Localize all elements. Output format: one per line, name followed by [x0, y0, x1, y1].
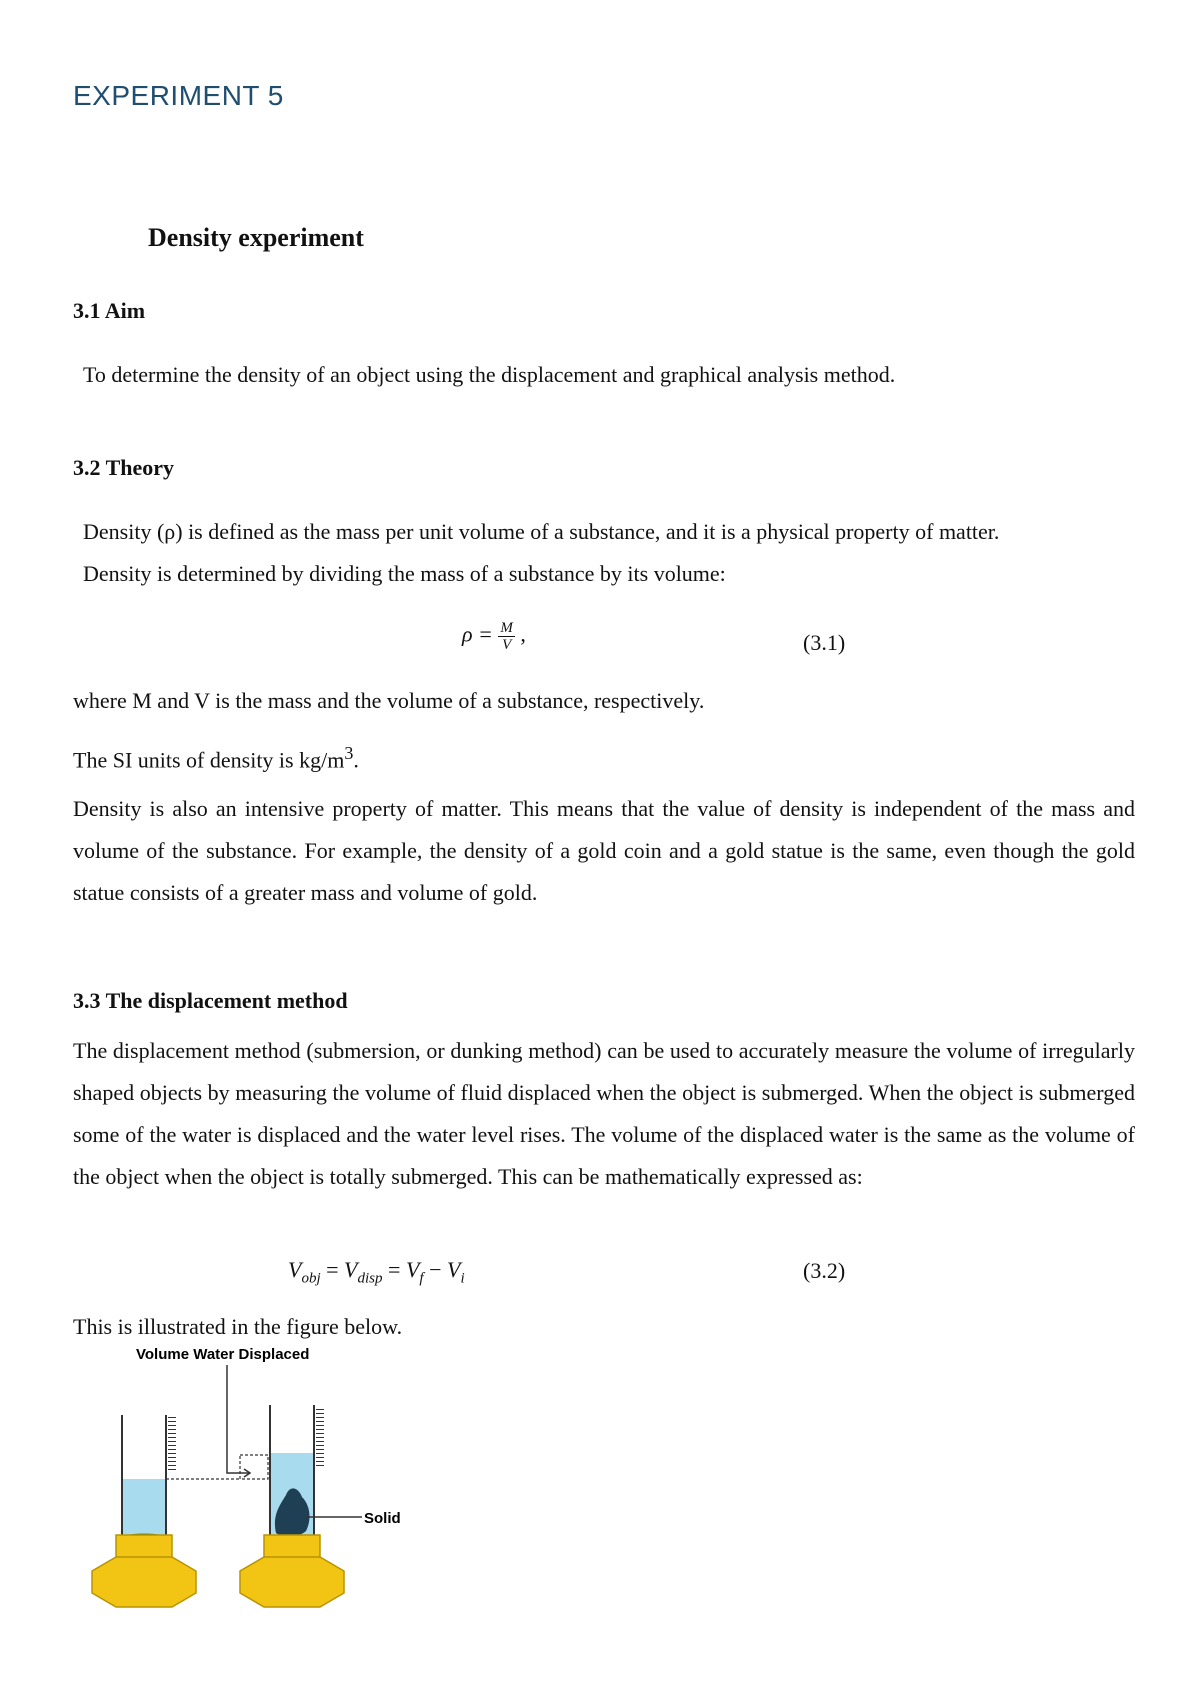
experiment-header: EXPERIMENT 5: [73, 80, 284, 111]
si-exponent: 3: [344, 743, 354, 763]
eq2-v4: V: [446, 1257, 461, 1282]
figure-label-volume-displaced: Volume Water Displaced: [136, 1346, 310, 1363]
equation-3-1: [462, 620, 526, 653]
eq2-s1: obj: [301, 1270, 321, 1287]
left-graduation-ticks: [168, 1417, 176, 1472]
right-graduation-ticks: [316, 1407, 324, 1467]
left-base: [92, 1557, 196, 1607]
equation-number-3-1: (3.1): [803, 630, 846, 655]
figure-label-solid: Solid: [364, 1510, 401, 1527]
aim-heading: 3.1 Aim: [73, 298, 146, 323]
page-title: Density experiment: [148, 223, 364, 252]
eq1-fraction: [498, 620, 515, 653]
theory-line-2: Density is determined by dividing the mass of a substance by its volume:: [83, 561, 726, 586]
displaced-volume-box: [240, 1455, 268, 1479]
equation-number-3-2: (3.2): [803, 1258, 846, 1283]
theory-heading: 3.2 Theory: [73, 455, 175, 480]
si-end: .: [353, 747, 359, 773]
eq2-v2: V: [344, 1257, 358, 1282]
equation-3-2: $V_{obj} = V_{disp} = V_f - V_i$: [288, 1257, 465, 1287]
aim-text: To determine the density of an object using the displacement and graphical analysis method.: [83, 362, 896, 387]
illustrated-text: This is illustrated in the figure below.: [73, 1314, 403, 1339]
intensive-paragraph: Density is also an intensive property of matter. This means that the value of density is independent of the mass and volume of the substance. For example, the density of a gold coin and a gold statue is the same, even though the gold statue consists of a greater mass and volume of gold.: [73, 796, 1135, 905]
right-graduated-cylinder: [240, 1405, 344, 1607]
left-water: [122, 1479, 166, 1537]
theory-line-1: Density (ρ) is defined as the mass per unit volume of a substance, and it is a physical property of matter.: [83, 519, 1000, 544]
right-base: [240, 1557, 344, 1607]
eq2-s4: i: [460, 1270, 465, 1287]
eq2-s3: f: [419, 1270, 424, 1287]
where-text: where M and V is the mass and the volume of a substance, respectively.: [73, 688, 705, 713]
displacement-paragraph: The displacement method (submersion, or dunking method) can be used to accurately measure the volume of irregularly shaped objects by measuring the volume of fluid displaced when the object is submerged. When the object is submerged some of the water is displaced and the water level rises. The volume of the displaced water is the same as the volume of the object when the object is totally submerged. This can be mathematically expressed as:: [73, 1038, 1135, 1189]
eq2-s2: disp: [357, 1270, 383, 1287]
si-units-text: [73, 732, 359, 781]
eq2-v1: V: [288, 1257, 302, 1282]
si-units-label: The SI units of density is kg/m: [73, 747, 345, 773]
displacement-heading: 3.3 The displacement method: [73, 988, 348, 1013]
eq1-tail: ,: [514, 621, 526, 647]
displacement-figure: [80, 1345, 440, 1635]
left-graduated-cylinder: [92, 1415, 196, 1607]
eq1-numerator: M: [500, 620, 513, 636]
eq1-lhs: ρ =: [462, 621, 499, 647]
label-pointer-arrow: [227, 1465, 250, 1473]
eq2-v3: V: [405, 1257, 420, 1282]
eq1-denominator: V: [502, 637, 512, 653]
